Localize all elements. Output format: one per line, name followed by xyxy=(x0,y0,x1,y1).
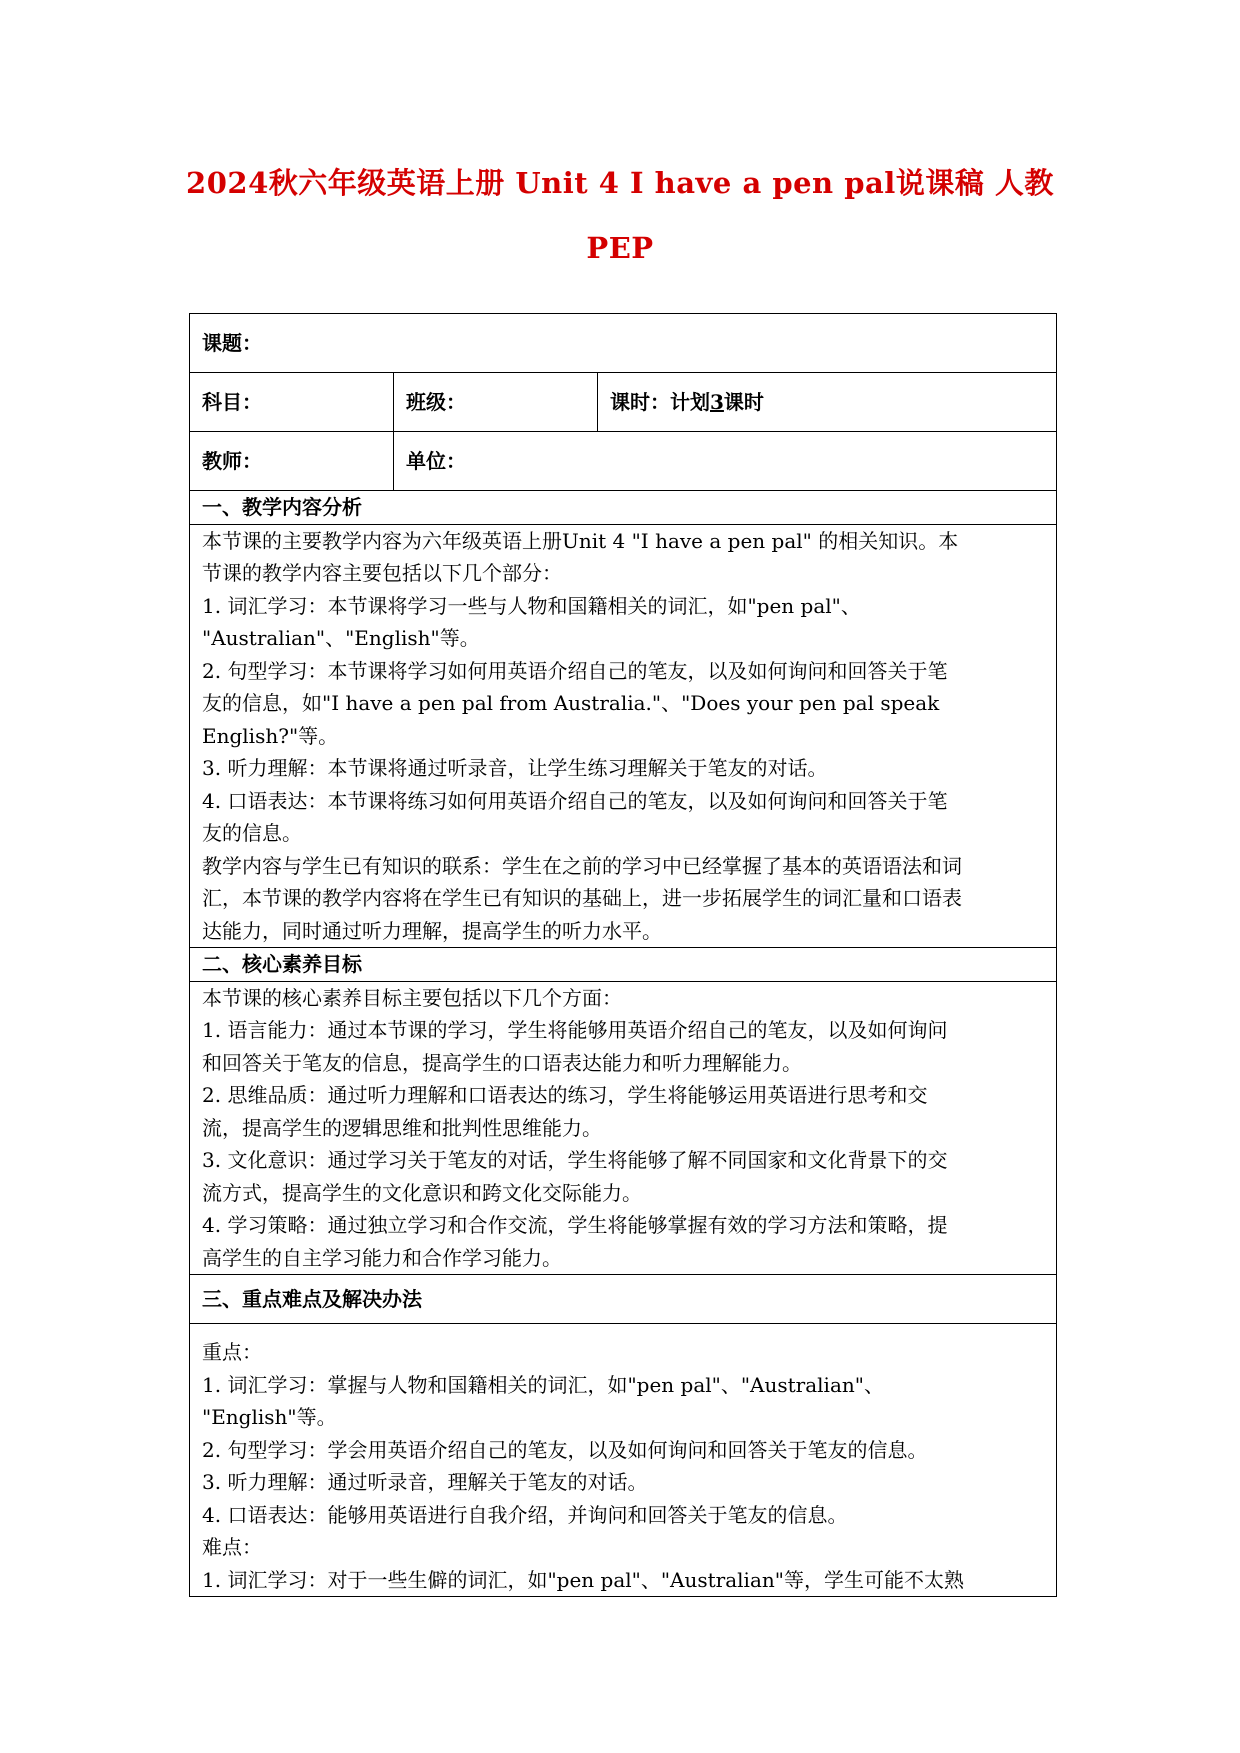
section-1-line: 本节课的主要教学内容为六年级英语上册Unit 4 "I have a pen pal" 的相关知识。本 xyxy=(202,528,959,553)
class-label: 班级： xyxy=(394,373,598,432)
period-label: 课时：计划 xyxy=(610,389,710,414)
section-1-line: 3. 听力理解：本节课将通过听录音，让学生练习理解关于笔友的对话。 xyxy=(202,756,828,780)
teacher-label: 教师： xyxy=(190,432,394,491)
section-3-line: 1. 词汇学习：对于一些生僻的词汇，如"pen pal"、"Australian"等，学生可能不太熟 xyxy=(202,1567,964,1592)
section-2-heading-row xyxy=(190,948,1057,982)
unit-label: 单位： xyxy=(394,432,1057,491)
section-3-line: "English"等。 xyxy=(202,1405,337,1429)
section-1-line: English?"等。 xyxy=(202,723,339,748)
period-count: 3 xyxy=(710,389,724,414)
section-3-line: 重点： xyxy=(202,1340,262,1364)
lesson-plan-table xyxy=(189,313,1057,1597)
section-1-heading-row xyxy=(190,491,1057,525)
section-3-body-row xyxy=(190,1324,1057,1597)
section-3-line: 难点： xyxy=(202,1535,262,1559)
section-1-body xyxy=(190,524,1057,948)
section-3-heading: 三、重点难点及解决办法 xyxy=(190,1275,1057,1324)
section-2-line: 4. 学习策略：通过独立学习和合作交流，学生将能够掌握有效的学习方法和策略，提 xyxy=(202,1213,948,1237)
section-3-line: 3. 听力理解：通过听录音，理解关于笔友的对话。 xyxy=(202,1470,648,1494)
section-2-line: 高学生的自主学习能力和合作学习能力。 xyxy=(202,1245,562,1270)
section-2-heading: 二、核心素养目标 xyxy=(190,948,1057,982)
section-3-line: 1. 词汇学习：掌握与人物和国籍相关的词汇，如"pen pal"、"Australian"、 xyxy=(202,1372,884,1397)
section-1-body-row xyxy=(190,524,1057,948)
section-2-line: 流，提高学生的逻辑思维和批判性思维能力。 xyxy=(202,1115,602,1140)
section-1-line: 4. 口语表达：本节课将练习如何用英语介绍自己的笔友，以及如何询问和回答关于笔 xyxy=(202,788,948,813)
topic-label: 课题： xyxy=(190,314,1057,373)
section-2-line: 和回答关于笔友的信息，提高学生的口语表达能力和听力理解能力。 xyxy=(202,1050,802,1075)
document-title-line2: PEP xyxy=(586,231,654,265)
section-3-line: 2. 句型学习：学会用英语介绍自己的笔友，以及如何询问和回答关于笔友的信息。 xyxy=(202,1437,928,1462)
section-2-body-row xyxy=(190,981,1057,1275)
section-1-line: 1. 词汇学习：本节课将学习一些与人物和国籍相关的词汇，如"pen pal"、 xyxy=(202,593,861,618)
section-3-body xyxy=(190,1324,1057,1597)
section-2-body xyxy=(190,981,1057,1275)
section-3-line: 4. 口语表达：能够用英语进行自我介绍，并询问和回答关于笔友的信息。 xyxy=(202,1502,848,1527)
section-1-heading: 一、教学内容分析 xyxy=(190,491,1057,525)
teacher-row xyxy=(190,432,1057,491)
section-2-line: 本节课的核心素养目标主要包括以下几个方面： xyxy=(202,985,622,1010)
subject-row xyxy=(190,373,1057,432)
period-unit: 课时 xyxy=(723,389,764,414)
section-3-heading-row xyxy=(190,1275,1057,1324)
section-2-line: 2. 思维品质：通过听力理解和口语表达的练习，学生将能够运用英语进行思考和交 xyxy=(202,1083,928,1107)
section-2-line: 流方式，提高学生的文化意识和跨文化交际能力。 xyxy=(202,1180,642,1205)
subject-label: 科目： xyxy=(190,373,394,432)
document-title-line1: 2024秋六年级英语上册 Unit 4 I have a pen pal说课稿 人教 xyxy=(186,166,1054,200)
section-1-line: 达能力，同时通过听力理解，提高学生的听力水平。 xyxy=(202,918,662,943)
section-2-line: 3. 文化意识：通过学习关于笔友的对话，学生将能够了解不同国家和文化背景下的交 xyxy=(202,1148,948,1172)
section-1-line: 汇，本节课的教学内容将在学生已有知识的基础上，进一步拓展学生的词汇量和口语表 xyxy=(202,886,962,910)
section-1-line: 友的信息，如"I have a pen pal from Australia."、"Does your pen pal speak xyxy=(202,691,940,715)
section-1-line: "Australian"、"English"等。 xyxy=(202,626,480,650)
section-1-line: 教学内容与学生已有知识的联系：学生在之前的学习中已经掌握了基本的英语语法和词 xyxy=(202,853,962,878)
section-2-line: 1. 语言能力：通过本节课的学习，学生将能够用英语介绍自己的笔友，以及如何询问 xyxy=(202,1018,948,1042)
section-1-line: 2. 句型学习：本节课将学习如何用英语介绍自己的笔友，以及如何询问和回答关于笔 xyxy=(202,658,948,683)
topic-row xyxy=(190,314,1057,373)
section-1-line: 节课的教学内容主要包括以下几个部分： xyxy=(202,561,562,585)
section-1-line: 友的信息。 xyxy=(202,821,302,845)
period-cell xyxy=(598,373,1057,432)
